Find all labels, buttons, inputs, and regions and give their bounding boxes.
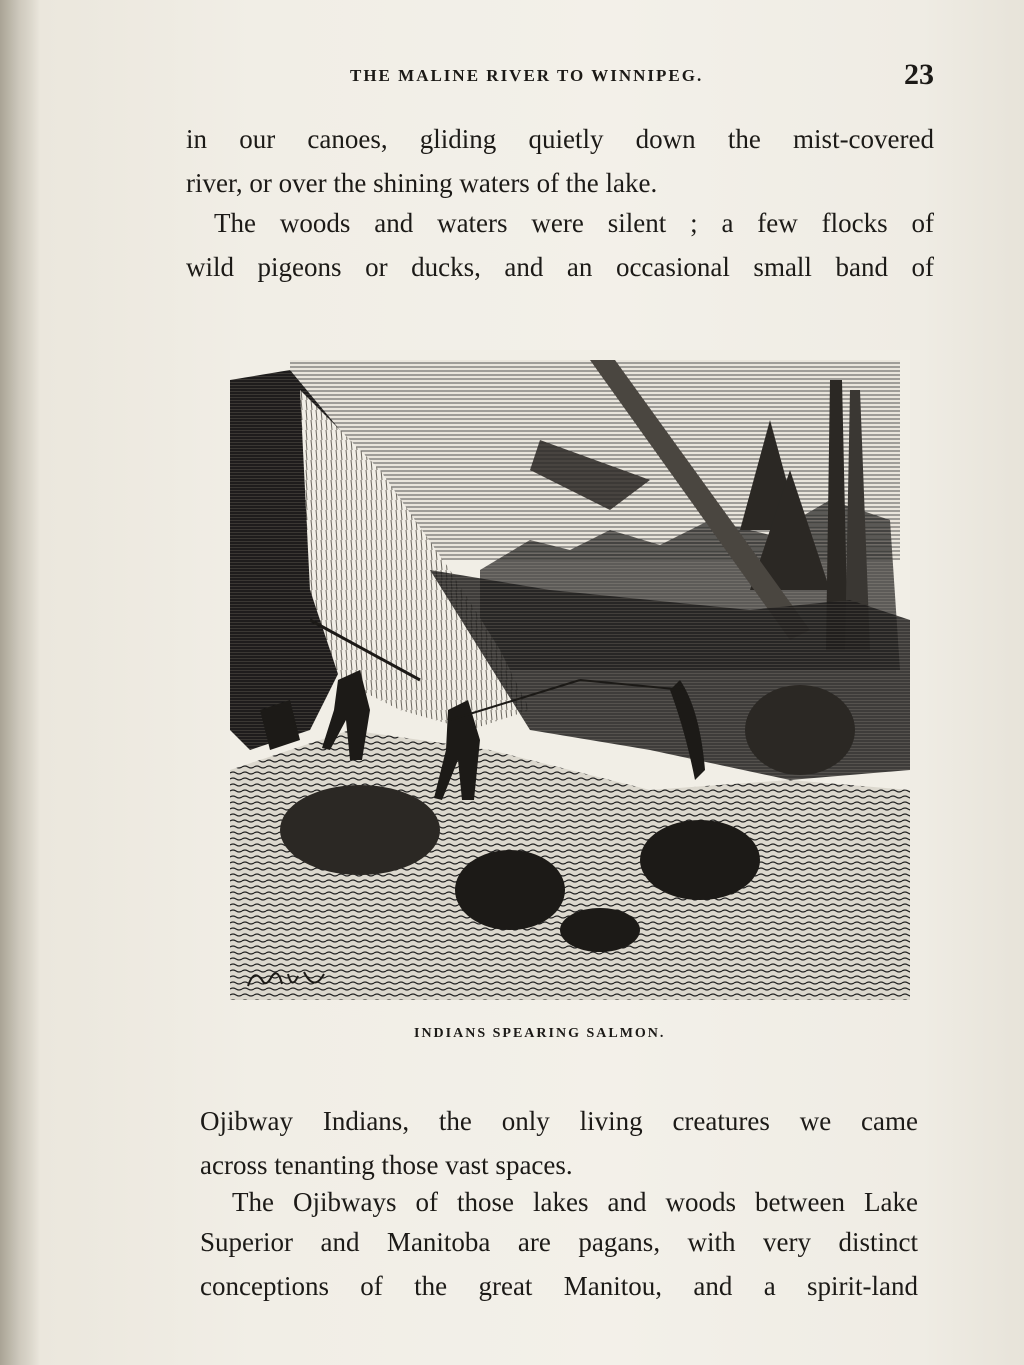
text-line: The Ojibways of those lakes and woods between Lake bbox=[232, 1187, 918, 1217]
paragraph-3 bbox=[200, 1099, 918, 1187]
text-line: river, or over the shining waters of the lake. bbox=[186, 168, 658, 198]
paragraph-2 bbox=[214, 201, 934, 245]
text-line: wild pigeons or ducks, and an occasional small band of bbox=[186, 252, 934, 282]
paragraph-4 bbox=[232, 1180, 918, 1224]
illustration-caption: INDIANS SPEARING SALMON. bbox=[414, 1026, 666, 1041]
engraving-illustration bbox=[230, 350, 910, 1000]
text-line: across tenanting those vast spaces. bbox=[200, 1150, 573, 1180]
artist-signature bbox=[244, 962, 334, 996]
text-line: conceptions of the great Manitou, and a spirit-land bbox=[200, 1271, 918, 1301]
paragraph-4-cont bbox=[200, 1220, 918, 1308]
running-head: THE MALINE RIVER TO WINNIPEG. bbox=[350, 66, 704, 85]
text-line: The woods and waters were silent ; a few flocks of bbox=[214, 208, 934, 238]
page-number: 23 bbox=[904, 58, 934, 91]
paragraph-2-cont bbox=[186, 245, 934, 289]
text-line: Ojibway Indians, the only living creatures we came bbox=[200, 1106, 918, 1136]
text-line: in our canoes, gliding quietly down the mist-covered bbox=[186, 124, 934, 154]
signature-mark bbox=[244, 962, 334, 996]
text-line: Superior and Manitoba are pagans, with very distinct bbox=[200, 1227, 918, 1257]
engraving-image bbox=[230, 350, 910, 1000]
paragraph-1 bbox=[186, 117, 934, 205]
